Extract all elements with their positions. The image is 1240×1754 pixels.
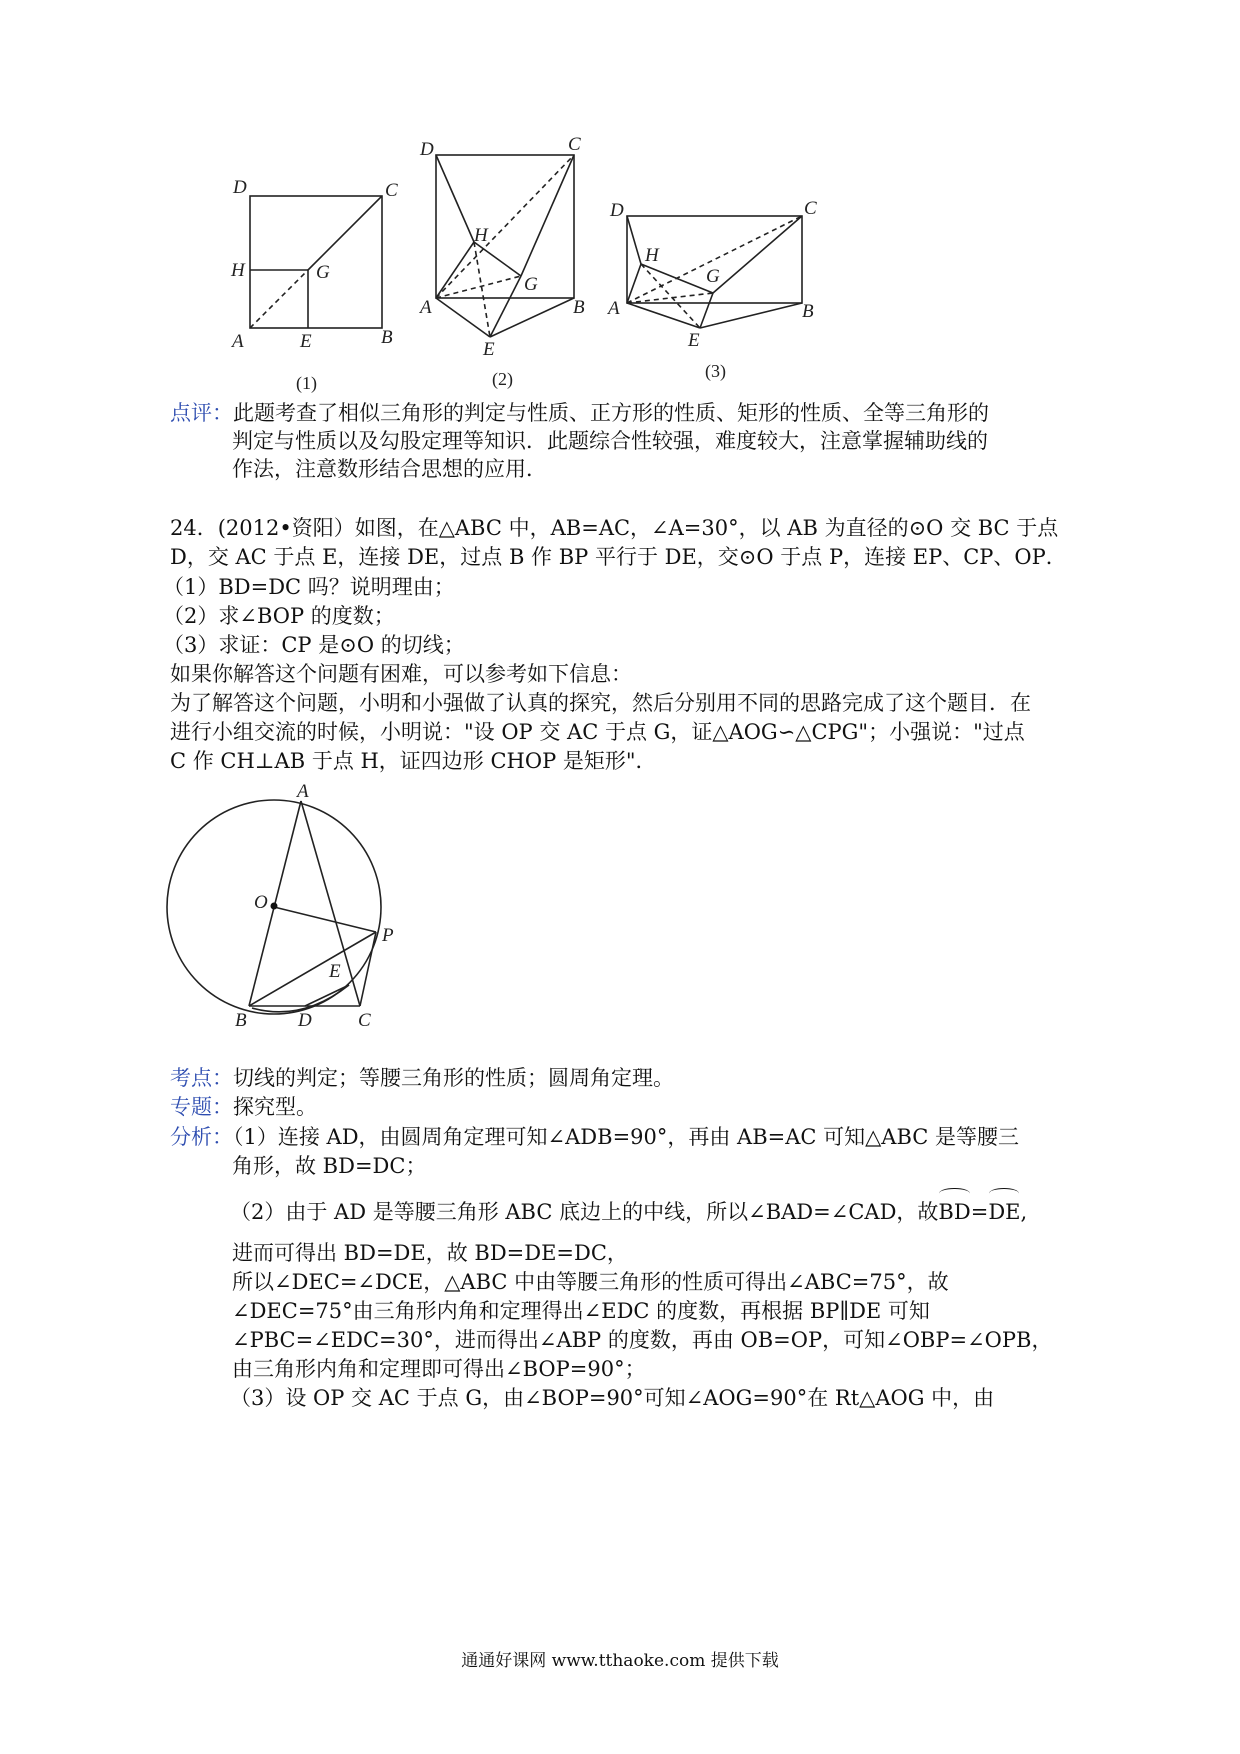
- fenxi-line-3: [230, 1197, 1027, 1227]
- problem-hint-2: 为了解答这个问题，小明和小强做了认真的探究，然后分别用不同的思路完成了这个题目．在: [170, 691, 1031, 715]
- circle-label-A: A: [297, 781, 309, 802]
- review-tag: 点评：: [170, 401, 233, 425]
- problem-hint-3: 进行小组交流的时候，小明说："设 OP 交 AC 于点 G，证△AOG∽△CPG"；小强说："过点: [170, 720, 1025, 744]
- fig2-label-B: B: [573, 297, 585, 318]
- circle-label-O: O: [254, 892, 268, 913]
- problem-hint-1: 如果你解答这个问题有困难，可以参考如下信息：: [170, 662, 632, 686]
- problem-question-1: （1）BD=DC 吗？说明理由；: [163, 575, 455, 599]
- kaodian-line: [170, 1063, 674, 1093]
- fig2-caption: (2): [492, 369, 513, 389]
- fenxi-text-5: 所以∠DEC=∠DCE，△ABC 中由等腰三角形的性质可得出∠ABC=75°，故: [232, 1270, 949, 1294]
- fig2-label-A: A: [420, 297, 432, 318]
- kaodian-tag: 考点：: [170, 1066, 233, 1090]
- fig3-label-A: A: [608, 298, 620, 319]
- fenxi-text-3-post: ,: [1020, 1200, 1028, 1224]
- circle-label-E: E: [329, 961, 341, 982]
- circle-label-P: P: [382, 925, 394, 946]
- review-text-2: 判定与性质以及勾股定理等知识．此题综合性较强，难度较大，注意掌握辅助线的: [232, 429, 988, 453]
- problem-line-2: D，交 AC 于点 E，连接 DE，过点 B 作 BP 平行于 DE，交⊙O 于点 P，连接 EP、CP、OP．: [170, 545, 1067, 569]
- page-footer: 通通好课网 www.tthaoke.com 提供下载: [461, 1651, 779, 1671]
- fig3-label-C: C: [804, 198, 817, 219]
- fig1-label-E: E: [300, 331, 312, 352]
- review-text-1: 此题考查了相似三角形的判定与性质、正方形的性质、矩形的性质、全等三角形的: [233, 401, 989, 425]
- fenxi-line-1: [170, 1122, 1019, 1152]
- circle-label-D: D: [298, 1010, 312, 1031]
- fig1-caption: (1): [296, 373, 317, 393]
- fig3-label-B: B: [802, 301, 814, 322]
- fig1-label-C: C: [385, 180, 398, 201]
- problem-line-1: 24．(2012•资阳）如图，在△ABC 中，AB=AC，∠A=30°，以 AB 为直径的⊙O 交 BC 于点: [170, 516, 1059, 540]
- review-text-3: 作法，注意数形结合思想的应用．: [232, 457, 547, 481]
- fenxi-tag: 分析：: [170, 1125, 233, 1149]
- circle-label-B: B: [235, 1010, 247, 1031]
- fenxi-text-8: 由三角形内角和定理即可得出∠BOP=90°；: [232, 1357, 646, 1381]
- fig2-label-G: G: [524, 274, 538, 295]
- arc-equals: =: [970, 1200, 989, 1224]
- center-dot-O: [271, 903, 278, 910]
- fenxi-text-4: 进而可得出 BD=DE，故 BD=DE=DC，: [232, 1241, 628, 1265]
- fig3-label-D: D: [610, 200, 624, 221]
- fig3-label-G: G: [706, 266, 720, 287]
- fig1-label-A: A: [232, 331, 244, 352]
- fig3-label-E: E: [688, 330, 700, 351]
- fig2-label-D: D: [420, 139, 434, 160]
- problem-hint-4: C 作 CH⊥AB 于点 H，证四边形 CHOP 是矩形"．: [170, 749, 657, 773]
- fig2-label-C: C: [568, 134, 581, 155]
- fig1-label-H: H: [231, 260, 245, 281]
- problem-question-2: （2）求∠BOP 的度数；: [163, 604, 395, 628]
- fig1-label-G: G: [316, 262, 330, 283]
- circle-label-C: C: [358, 1010, 371, 1031]
- fig2-label-H: H: [474, 225, 488, 246]
- fenxi-text-2: 角形，故 BD=DC；: [232, 1154, 427, 1178]
- fenxi-text-9: （3）设 OP 交 AC 于点 G，由∠BOP=90°可知∠AOG=90°在 Rt△AOG 中，由: [230, 1386, 995, 1410]
- zhuanti-text: 探究型。: [233, 1095, 317, 1119]
- fig1-label-D: D: [233, 177, 247, 198]
- zhuanti-tag: 专题：: [170, 1095, 233, 1119]
- arc-de: DE: [988, 1197, 1020, 1227]
- fenxi-text-1: （1）连接 AD，由圆周角定理可知∠ADB=90°，再由 AB=AC 可知△ABC 是等腰三: [233, 1125, 1020, 1149]
- fig3-caption: (3): [705, 361, 726, 381]
- fenxi-text-7: ∠PBC=∠EDC=30°，进而得出∠ABP 的度数，再由 OB=OP，可知∠OBP=∠OPB，: [232, 1328, 1053, 1352]
- fig2-label-E: E: [483, 339, 495, 360]
- fenxi-text-3-pre: （2）由于 AD 是等腰三角形 ABC 底边上的中线，所以∠BAD=∠CAD，故: [230, 1200, 939, 1224]
- zhuanti-line: [170, 1092, 317, 1122]
- fig1-label-B: B: [381, 327, 393, 348]
- problem-question-3: （3）求证：CP 是⊙O 的切线；: [163, 633, 465, 657]
- fenxi-text-6: ∠DEC=75°由三角形内角和定理得出∠EDC 的度数，再根据 BP∥DE 可知: [232, 1299, 930, 1323]
- arc-bd: BD: [938, 1197, 970, 1227]
- kaodian-text: 切线的判定；等腰三角形的性质；圆周角定理。: [233, 1066, 674, 1090]
- fig3-label-H: H: [645, 245, 659, 266]
